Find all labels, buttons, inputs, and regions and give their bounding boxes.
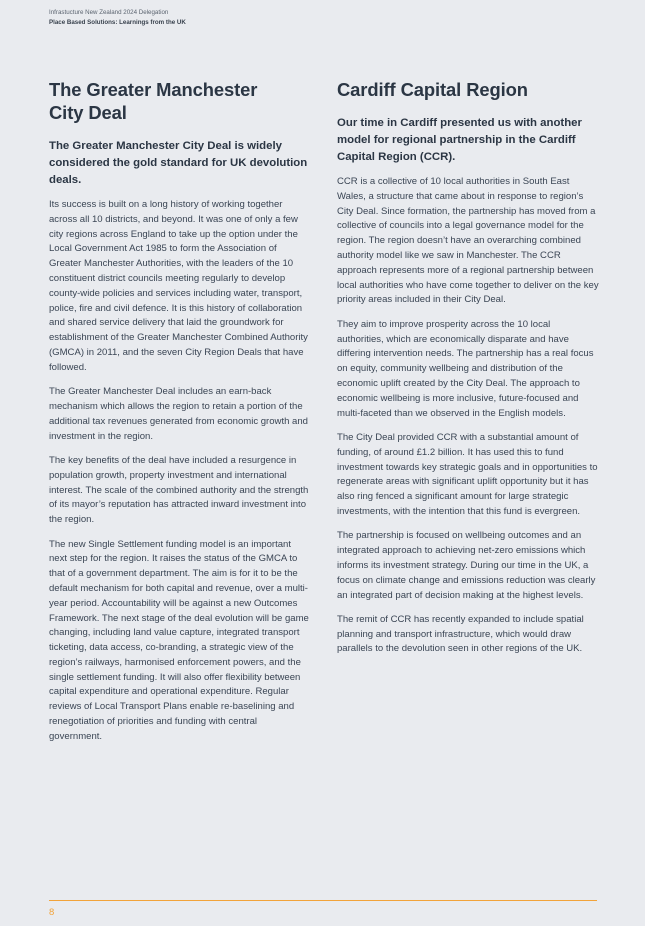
paragraph: CCR is a collective of 10 local authorities in South East Wales, a structure that came about in response to region’s City Deal. Since formation, the partnership has moved from a collective of councils into a legal governance model for the region. The region doesn’t have an overarching combined authority model like we saw in Manchester. The CCR approach represents more of a regional partnership between local authorities who have come together to deliver on the key priority areas included in their City Deal.: [337, 176, 599, 306]
paragraph: Its success is built on a long history of working together across all 10 districts, and beyond. It was one of only a few city regions across England to take up the option under the Local Government Act 1985 to form the Association of Greater Manchester Authorities, with the leaders of the 10 constituent district councils meeting regularly to develop county-wide policies and services including water, transport, police, fire and civil defence. It is this history of collaboration and shared service delivery that laid the groundwork for establishment of the Greater Manchester Combined Authority (GMCA) in 2011, and the seven City Region Deals that have followed.: [49, 199, 308, 373]
page-number: 8: [49, 907, 55, 918]
heading-line-1: The Greater Manchester: [49, 79, 258, 100]
greater-manchester-lead: The Greater Manchester City Deal is widely considered the gold standard for UK devolution deals.: [49, 140, 308, 186]
page-header: [49, 8, 186, 28]
cardiff-lead: Our time in Cardiff presented us with another model for regional partnership in the Cardiff Capital Region (CCR).: [337, 117, 582, 163]
header-subtitle: Place Based Solutions: Learnings from the UK: [49, 19, 186, 26]
paragraph: They aim to improve prosperity across the 10 local authorities, which are economically disparate and have differing intervention needs. The partnership has a real focus on equity, community wellbeing and distribution of the economic uplift created by the City Deal. The approach to economic wellbeing is more inclusive, future-focused and multi-faceted than we observed in the English models.: [337, 318, 594, 419]
header-organization: Infrastucture New Zealand 2024 Delegation: [49, 9, 169, 16]
paragraph: The partnership is focused on wellbeing outcomes and an integrated approach to achieving net-zero emissions which informs its investment strategy. During our time in the UK, a focus on climate change and emissions reduction was clearly an integrated part of decision making at the highest levels.: [337, 530, 596, 601]
paragraph: The new Single Settlement funding model is an important next step for the region. It raises the status of the GMCA to that of a government department. The aim is for it to be the default mechanism for both capital and revenue, over a multi-year period. Accountability will be against a new Outcomes Framework. The next stage of the deal evolution will be game changing, including land value capture, integrated transport ticketing, data access, co-branding, a strategic view of the region’s railways, harmonised enforcement powers, and the single settlement funding. It will also offer flexibility between capital expenditure and operational expenditure. Regular reviews of Local Transport Plans enable re-baselining and renegotiation of priorities and funding with central government.: [49, 538, 309, 742]
paragraph: The City Deal provided CCR with a substantial amount of funding, of around £1.2 billion. It has used this to fund investment towards key strategic goals and in opportunities to regenerate areas with significant uplift opportunity but it has also ring fenced a significant amount for large strategic investments, with the intention that this fund is evergreen.: [337, 431, 598, 517]
paragraph: The Greater Manchester Deal includes an earn-back mechanism which allows the region to retain a portion of the additional tax revenues generated from economic growth and investment in the region.: [49, 386, 308, 442]
paragraph: The key benefits of the deal have included a resurgence in population growth, property investment and international interest. The scale of the combined authority and the strength of its mayor’s reputation has attracted inward investment into the region.: [49, 454, 309, 526]
heading-line-2: City Deal: [49, 102, 127, 123]
greater-manchester-heading: [49, 78, 311, 124]
left-column: [49, 78, 311, 754]
footer-divider: [49, 900, 597, 901]
paragraph: The remit of CCR has recently expanded to include spatial planning and transport infrastructure, which would draw parallels to the devolution seen in other regions of the UK.: [337, 613, 584, 655]
cardiff-heading: Cardiff Capital Region: [337, 79, 528, 100]
right-column: [337, 78, 599, 667]
